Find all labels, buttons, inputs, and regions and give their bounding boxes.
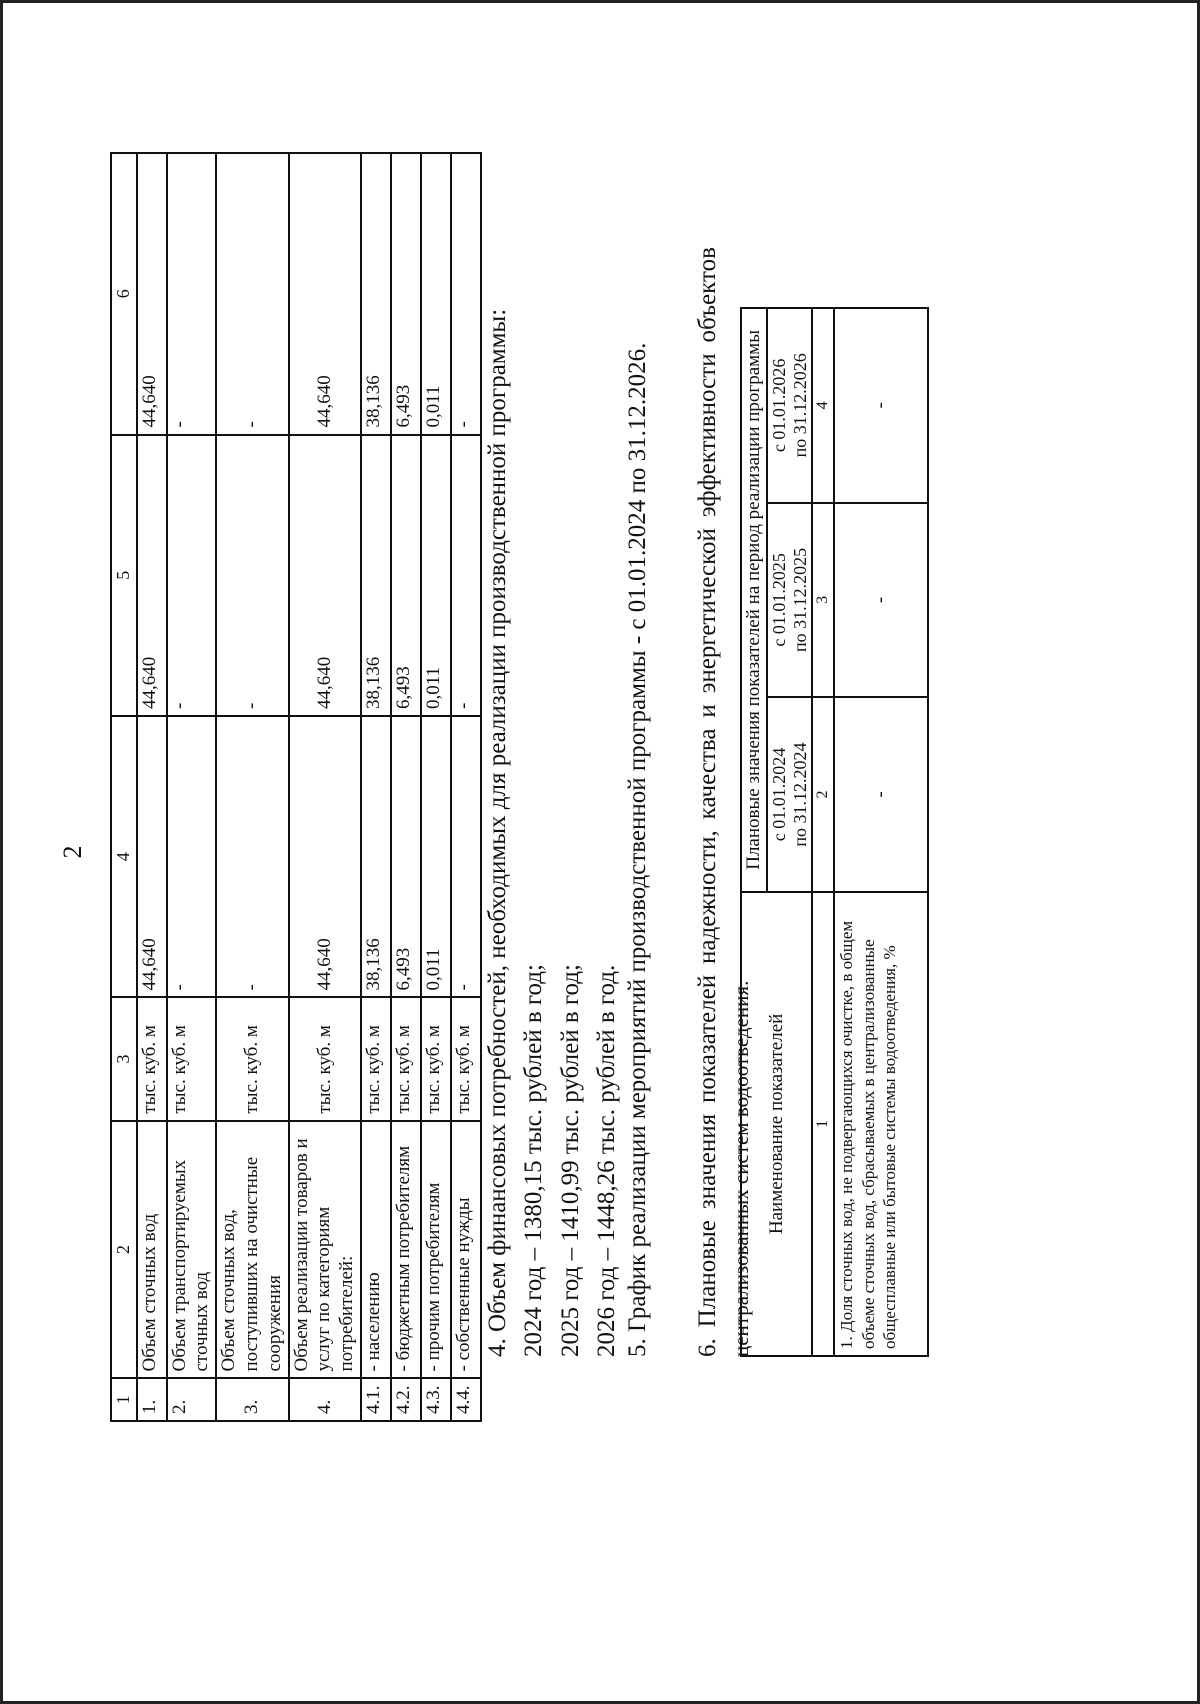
row-number: 4.2. (391, 1379, 421, 1422)
value-2026: 44,640 (289, 153, 361, 435)
value-2026: - (167, 153, 217, 435)
column-index: 4 (812, 308, 834, 503)
period-to: по 31.12.2024 (789, 742, 810, 847)
row-number: 4.1. (361, 1379, 391, 1422)
value-2026: 6,493 (391, 153, 421, 435)
value-2024: 6,493 (391, 716, 421, 997)
heading-word: качества (694, 728, 721, 820)
heading-word: и (694, 704, 721, 718)
row-unit: тыс. куб. м (421, 997, 451, 1120)
table-row (421, 153, 451, 1421)
value-2025: 38,136 (361, 435, 391, 716)
value-2026: 0,011 (421, 153, 451, 435)
period-to: по 31.12.2025 (789, 547, 810, 652)
value-2026: 44,640 (137, 153, 167, 435)
financial-needs-section (480, 309, 625, 1357)
table-row (361, 153, 391, 1421)
heading-word: значения (694, 1113, 721, 1210)
value-2024: 44,640 (289, 716, 361, 997)
table-row (167, 153, 217, 1421)
heading-word: энергетической (694, 528, 721, 694)
column-index: 3 (812, 503, 834, 698)
section-heading: 4. Объем финансовых потребностей, необходимых для реализации производственной программы: (484, 308, 511, 1357)
document-page (40, 47, 1160, 1657)
column-index: 5 (111, 435, 137, 716)
table-row (289, 153, 361, 1421)
row-name: Объем сточных вод (137, 1121, 167, 1379)
production-volumes-table (110, 152, 482, 1422)
period-from: с 01.01.2026 (769, 358, 789, 453)
row-unit: тыс. куб. м (289, 997, 361, 1120)
row-name: Объем сточных вод, поступивших на очистные сооружения (216, 1121, 288, 1379)
table-row (391, 153, 421, 1421)
column-index: 1 (111, 1379, 137, 1422)
value-2024: 44,640 (137, 716, 167, 997)
table-index-row (812, 308, 834, 1356)
row-number: 2. (167, 1379, 217, 1422)
row-number: 3. (216, 1379, 288, 1422)
value-2024: - (216, 716, 288, 997)
indicators-table (740, 307, 929, 1357)
row-number: 4.4. (451, 1379, 481, 1422)
column-index: 2 (812, 697, 834, 892)
column-index: 2 (111, 1121, 137, 1379)
period-to: по 31.12.2026 (789, 353, 810, 458)
period-from: с 01.01.2024 (769, 747, 789, 842)
heading-word: эффективности (694, 353, 721, 518)
value-2024: 38,136 (361, 716, 391, 997)
table-header-row (111, 153, 137, 1421)
row-name: - населению (361, 1121, 391, 1379)
row-name: Объем реализации товаров и услуг по категориям потребителей: (289, 1121, 361, 1379)
value-2024: - (167, 716, 217, 997)
column-index: 4 (111, 716, 137, 997)
table-row (137, 153, 167, 1421)
row-number: 4.3. (421, 1379, 451, 1422)
period-from: с 01.01.2025 (769, 553, 789, 647)
row-unit: тыс. куб. м (361, 997, 391, 1120)
financial-line-2025: 2025 год – 1410,99 тыс. рублей в год; (556, 964, 584, 1357)
column-index: 3 (111, 997, 137, 1120)
row-unit: тыс. куб. м (451, 997, 481, 1120)
row-unit: тыс. куб. м (167, 997, 217, 1120)
financial-line-2026: 2026 год – 1448,26 тыс. рублей в год. (592, 964, 620, 1357)
section-heading-continuation: централизованных систем водоотведения. (729, 980, 754, 1357)
value-2025: - (451, 435, 481, 716)
column-group-header: Плановые значения показателей на период реализации программы (741, 308, 767, 892)
table-header-row (741, 308, 767, 1356)
heading-word: показателей (694, 974, 721, 1103)
indicator-name: 1. Доля сточных вод, не подвергающихся очистке, в общем объеме сточных вод, сбрасываемых в централизованные общесплавные или бытовые системы водоотведения, % (834, 892, 928, 1356)
value-2024: - (451, 716, 481, 997)
row-name: Объем транспортируемых сточных вод (167, 1121, 217, 1379)
table-row (834, 308, 928, 1356)
table-row (216, 153, 288, 1421)
column-header-name: Наименование показателей (741, 892, 812, 1356)
value-2025: - (216, 435, 288, 716)
page-number: 2 (58, 845, 87, 859)
value-2026: - (451, 153, 481, 435)
schedule-section: 5. График реализации мероприятий производственной программы - с 01.01.2024 по 31.12.2026. (624, 342, 651, 1357)
row-name: - бюджетным потребителям (391, 1121, 421, 1379)
row-number: 4. (289, 1379, 361, 1422)
value-2025: 44,640 (289, 435, 361, 716)
value-2025: - (834, 503, 928, 698)
row-unit: тыс. куб. м (391, 997, 421, 1120)
heading-word: Плановые (694, 1220, 721, 1328)
value-2025: 44,640 (137, 435, 167, 716)
column-index: 6 (111, 153, 137, 435)
value-2024: 0,011 (421, 716, 451, 997)
row-name: - собственные нужды (451, 1121, 481, 1379)
value-2026: - (216, 153, 288, 435)
value-2025: - (167, 435, 217, 716)
row-name: - прочим потребителям (421, 1121, 451, 1379)
period-2024-header (767, 697, 812, 892)
value-2026: - (834, 308, 928, 503)
heading-word: надежности, (694, 830, 721, 964)
period-2025-header (767, 503, 812, 698)
financial-line-2024: 2024 год – 1380,15 тыс. рублей в год; (520, 964, 548, 1357)
value-2025: 0,011 (421, 435, 451, 716)
row-unit: тыс. куб. м (216, 997, 288, 1120)
row-unit: тыс. куб. м (137, 997, 167, 1120)
value-2025: 6,493 (391, 435, 421, 716)
period-2026-header (767, 308, 812, 503)
row-number: 1. (137, 1379, 167, 1422)
value-2026: 38,136 (361, 153, 391, 435)
table-row (451, 153, 481, 1421)
column-index: 1 (812, 892, 834, 1356)
value-2024: - (834, 697, 928, 892)
heading-word: 6. (694, 1338, 721, 1357)
section-heading (690, 247, 726, 1357)
heading-word: объектов (694, 247, 721, 343)
